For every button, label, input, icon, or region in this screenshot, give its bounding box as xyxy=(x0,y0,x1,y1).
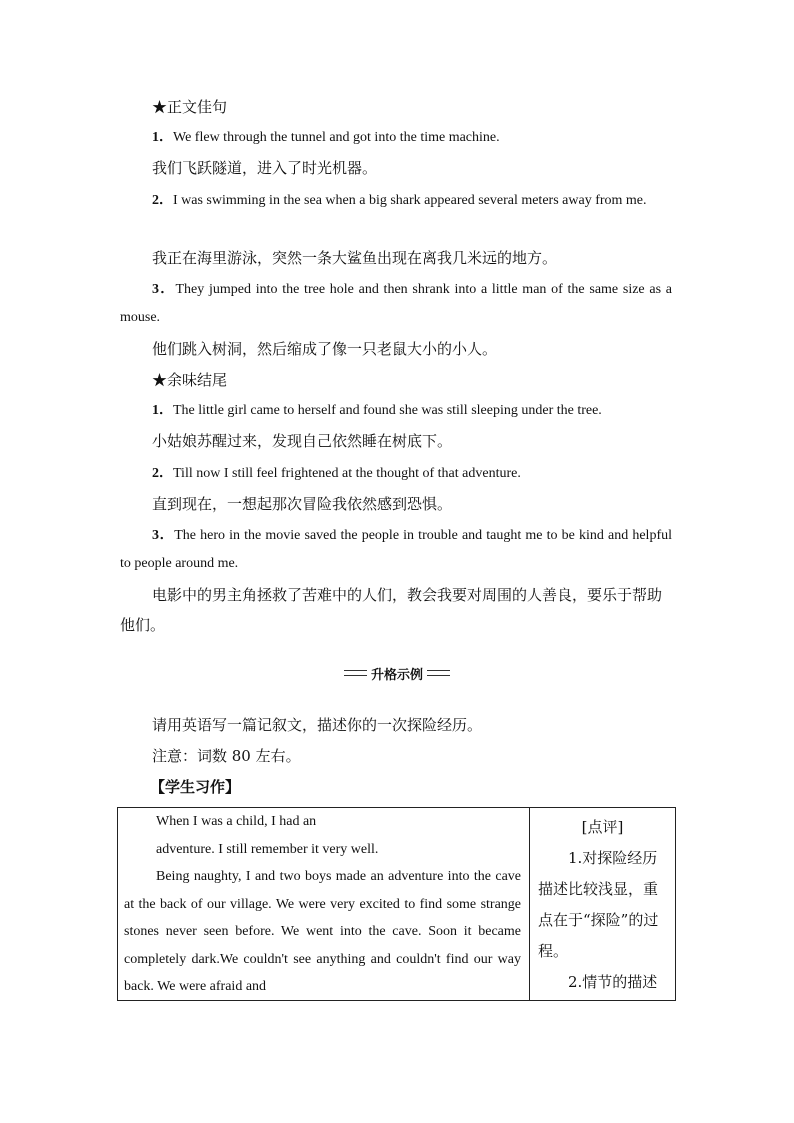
banner-label: 升格示例 xyxy=(371,667,424,683)
sentence-text: We flew through the tunnel and got into the time machine. xyxy=(173,130,500,145)
sentence-number: 2． xyxy=(152,466,173,481)
comment-point-2: 2.情节的描述 xyxy=(568,973,658,991)
sentence-number: 3． xyxy=(152,528,175,543)
ending-en-3 xyxy=(120,522,672,578)
ending-en-2 xyxy=(120,460,672,488)
sentence-text: I was swimming in the sea when a big shark appeared several meters away from me. xyxy=(173,193,647,208)
sentence-number: 1． xyxy=(152,130,173,145)
essay-text-column xyxy=(118,808,530,1000)
ending-zh-3: 电影中的男主角拯救了苦难中的人们，教会我要对周围的人善良，要乐于帮助他们。 xyxy=(120,586,663,634)
sentence-zh-1: 我们飞跃隧道，进入了时光机器。 xyxy=(152,159,378,177)
ending-zh-1: 小姑娘苏醒过来，发现自己依然睡在树底下。 xyxy=(152,432,453,450)
comment-column xyxy=(530,808,675,1000)
sentence-en-2 xyxy=(120,187,672,215)
sentence-zh-3: 他们跳入树洞，然后缩成了像一只老鼠大小的小人。 xyxy=(152,340,498,358)
essay-paragraph: Being naughty, I and two boys made an adventure into the cave at the back of our village. We were very excited to find some strange stones never seen before. We went into the cave. Soon it became completely dark.We couldn't see anything and couldn't find our way back. We were afraid and xyxy=(124,869,521,994)
sentence-text: They jumped into the tree hole and then shrank into a little man of the same size as a mouse. xyxy=(120,282,672,325)
comment-point-1: 1.对探险经历描述比较浅显，重点在于“探险”的过程。 xyxy=(538,849,659,960)
section-heading-endings: ★余味结尾 xyxy=(152,371,228,389)
comment-title: [点评] xyxy=(581,818,624,836)
sentence-number: 1． xyxy=(152,403,173,418)
section-heading-good-sentences: ★正文佳句 xyxy=(152,98,228,116)
sentence-en-1 xyxy=(120,124,672,152)
sentence-zh-2: 我正在海里游泳，突然一条大鲨鱼出现在离我几米远的地方。 xyxy=(152,249,558,267)
essay-line: When I was a child, I had an xyxy=(156,814,317,829)
essay-line: adventure. I still remember it very well. xyxy=(156,841,379,857)
section-banner xyxy=(344,664,450,682)
sentence-text: Till now I still feel frightened at the thought of that adventure. xyxy=(173,466,521,481)
task-note: 注意：词数 80 左右。 xyxy=(152,747,301,765)
banner-line-right xyxy=(427,670,450,676)
ending-zh-2: 直到现在，一想起那次冒险我依然感到恐惧。 xyxy=(152,495,453,513)
sentence-number: 2． xyxy=(152,193,173,208)
task-prompt: 请用英语写一篇记叙文，描述你的一次探险经历。 xyxy=(152,716,483,734)
sentence-text: The little girl came to herself and found she was still sleeping under the tree. xyxy=(173,403,602,418)
ending-en-1 xyxy=(120,397,672,425)
student-essay-label: 【学生习作】 xyxy=(150,778,241,796)
essay-table xyxy=(117,807,676,1001)
sentence-number: 3． xyxy=(152,282,176,297)
sentence-text: The hero in the movie saved the people in trouble and taught me to be kind and helpful to people around me. xyxy=(120,528,672,571)
sentence-en-3 xyxy=(120,276,672,332)
banner-line-left xyxy=(344,670,367,676)
